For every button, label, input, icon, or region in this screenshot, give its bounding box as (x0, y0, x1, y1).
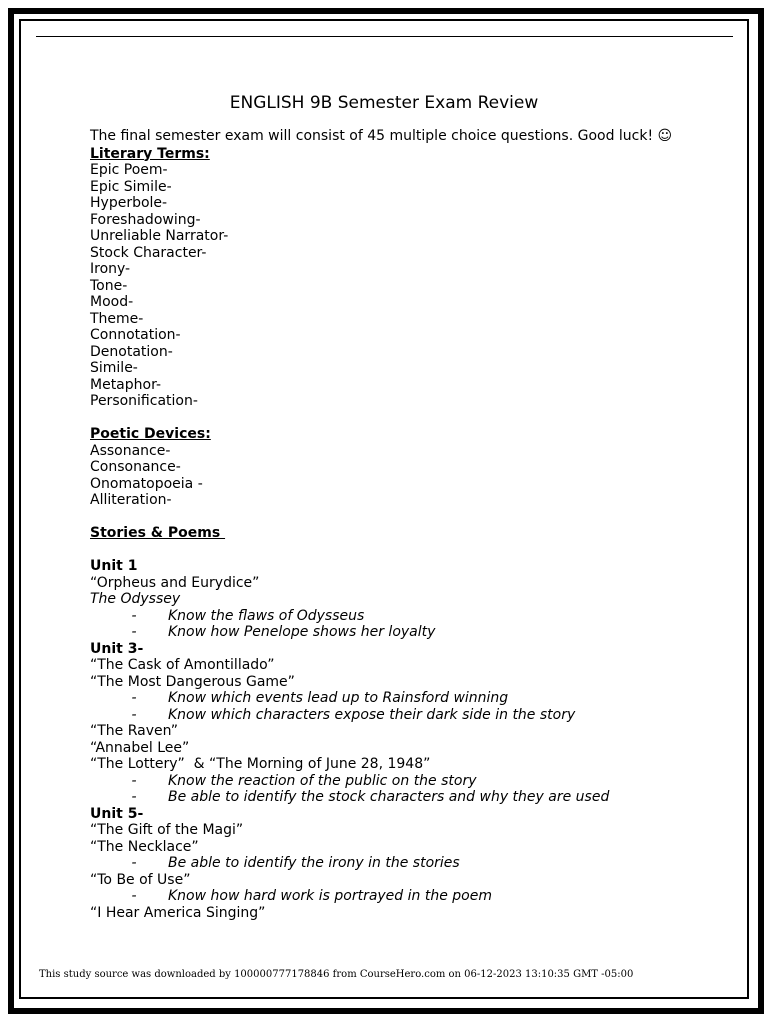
dash-marker: - (131, 855, 137, 871)
study-note (90, 888, 730, 905)
work-title: “The Raven” (90, 723, 178, 739)
note-text: Be able to identify the irony in the stories (168, 855, 460, 871)
dash-marker: - (131, 789, 137, 805)
work-title: “The Lottery” & “The Morning of June 28, 1948” (90, 756, 431, 772)
term-item: Irony- (90, 261, 131, 277)
term-item: Metaphor- (90, 376, 161, 393)
literary-terms-list (90, 162, 730, 410)
note-text: Be able to identify the stock characters and why they are used (168, 789, 610, 805)
term-item: Simile- (90, 360, 138, 376)
term-item: Personification- (90, 393, 198, 409)
study-note (90, 690, 730, 707)
intro-text: The final semester exam will consist of 45 multiple choice questions. Good luck! ☺ (90, 128, 673, 144)
note-text: Know the flaws of Odysseus (168, 607, 365, 624)
work-title: The Odyssey (90, 591, 181, 607)
unit-3-heading: Unit 3- (90, 640, 144, 657)
term-item: Connotation- (90, 327, 181, 343)
study-note (90, 707, 730, 724)
note-text: Know the reaction of the public on the story (168, 772, 477, 789)
work-title: “The Cask of Amontillado” (90, 657, 275, 673)
note-text: Know how hard work is portrayed in the poem (168, 888, 492, 904)
study-note (90, 773, 730, 790)
work-title: “The Necklace” (90, 838, 199, 855)
term-item: Foreshadowing- (90, 211, 201, 228)
note-text: Know which events lead up to Rainsford winning (168, 690, 509, 706)
dash-marker: - (131, 607, 137, 624)
work-title: “Annabel Lee” (90, 739, 190, 756)
work-title: “The Most Dangerous Game” (90, 673, 295, 690)
term-item: Tone- (90, 277, 128, 294)
download-footer-note: This study source was downloaded by 100000777178846 from CourseHero.com on 06-12-2023 13:10:35 GMT -05:00 (39, 969, 634, 980)
unit-1-heading: Unit 1 (90, 558, 138, 574)
device-item: Onomatopoeia - (90, 475, 203, 492)
dash-marker: - (131, 706, 137, 723)
header-rule (36, 36, 733, 37)
stories-poems-heading: Stories & Poems (90, 525, 226, 541)
literary-terms-heading: Literary Terms: (90, 145, 210, 162)
term-item: Stock Character- (90, 244, 207, 261)
work-title: “Orpheus and Eurydice” (90, 574, 260, 591)
term-item: Unreliable Narrator- (90, 228, 229, 244)
device-item: Consonance- (90, 459, 181, 475)
dash-marker: - (131, 888, 137, 904)
note-text: Know which characters expose their dark side in the story (168, 706, 576, 723)
term-item: Epic Poem- (90, 162, 168, 178)
work-title: “To Be of Use” (90, 871, 191, 888)
unit-5-heading: Unit 5- (90, 805, 144, 822)
study-note (90, 624, 730, 641)
device-item: Assonance- (90, 442, 171, 459)
term-item: Epic Simile- (90, 178, 172, 195)
term-item: Denotation- (90, 343, 173, 360)
study-note (90, 608, 730, 625)
study-note (90, 855, 730, 872)
term-item: Hyperbole- (90, 195, 168, 211)
dash-marker: - (131, 624, 137, 640)
study-note (90, 789, 730, 806)
device-item: Alliteration- (90, 492, 172, 508)
work-title: “The Gift of the Magi” (90, 822, 244, 838)
poetic-devices-heading: Poetic Devices: (90, 426, 211, 442)
note-text: Know how Penelope shows her loyalty (168, 624, 436, 640)
document-title: ENGLISH 9B Semester Exam Review (229, 93, 539, 113)
dash-marker: - (131, 690, 137, 706)
poetic-devices-list (90, 443, 730, 509)
term-item: Theme- (90, 310, 144, 327)
dash-marker: - (131, 772, 137, 789)
document-body (90, 128, 730, 921)
work-title: “I Hear America Singing” (90, 904, 266, 921)
term-item: Mood- (90, 294, 134, 310)
